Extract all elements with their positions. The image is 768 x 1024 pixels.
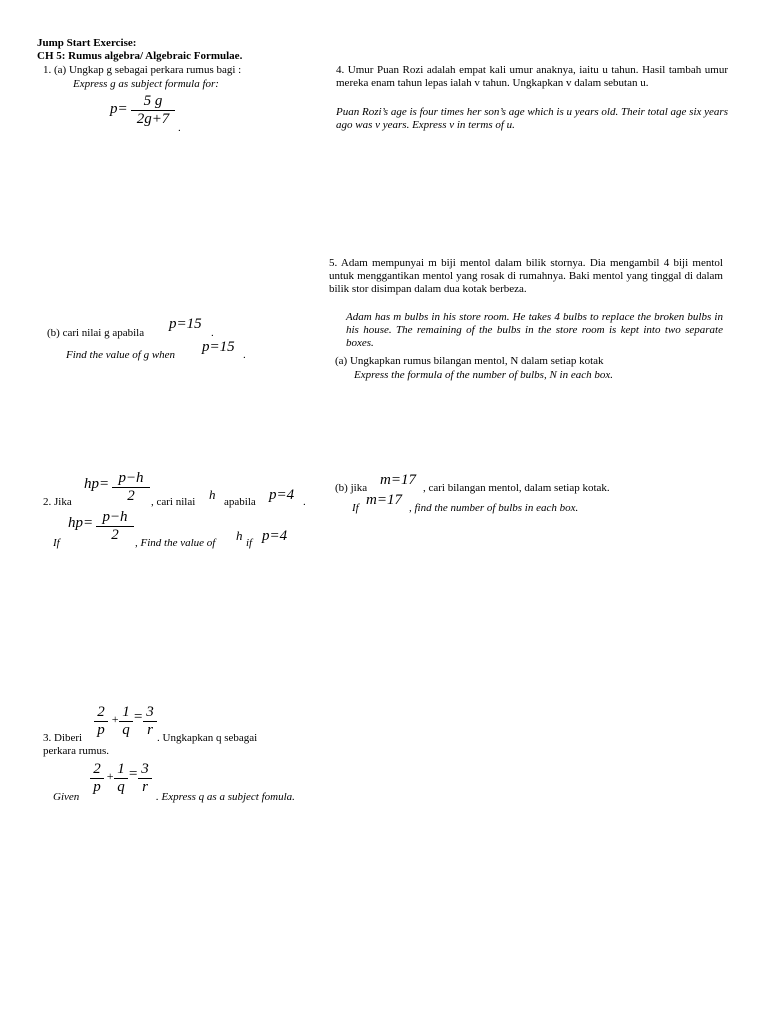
q1-formula-fraction (131, 93, 175, 128)
q2-condition-en: p=4 (262, 528, 288, 544)
q2-formula-lhs-en: hp= (68, 515, 94, 531)
q3-denominator-1: p (94, 721, 108, 739)
q1-formula-denominator: 2g+7 (131, 110, 175, 128)
q2-dot: . (303, 496, 306, 508)
q5b-text-my: (b) jika (335, 482, 368, 494)
q3-numerator-2: 1 (122, 704, 130, 720)
q3-text-en: . Express q as a subject fomula. (156, 791, 295, 803)
q3-numerator-1: 2 (97, 704, 105, 720)
q3-label-my: 3. Diberi (43, 732, 83, 744)
q2-formula-fraction-en (96, 509, 134, 544)
q3-equals-en: = (128, 766, 139, 782)
q2-label-my: 2. Jika (43, 496, 72, 508)
q3-numerator-3-en: 3 (141, 761, 149, 777)
q1b-text-my: (b) cari nilai g apabila (47, 327, 145, 339)
q3-label-en: Given (53, 791, 80, 803)
q2-formula-denominator: 2 (112, 487, 150, 505)
q1-formula-end: . (178, 122, 181, 134)
q2-apabila: apabila (224, 496, 256, 508)
chapter-title: CH 5: Rumus algebra/ Algebraic Formulae. (37, 50, 243, 62)
q2-formula-fraction (112, 470, 150, 505)
q2-text-en: , Find the value of (135, 537, 216, 549)
q2-condition: p=4 (269, 487, 295, 503)
q3-fraction-1-en (90, 761, 104, 796)
q3-fraction-2-en (114, 761, 128, 796)
q2-variable-en: h (236, 528, 243, 543)
q2-formula-numerator-en: p−h (102, 509, 128, 525)
q4-text-my: 4. Umur Puan Rozi adalah empat kali umur anaknya, iaitu u tahun. Hasil tambah umur mereka enam tahun lepas ialah v tahun. Ungkapkan v dalam sebutan u. (336, 64, 728, 89)
q3-denominator-2-en: q (114, 778, 128, 796)
q3-numerator-3: 3 (146, 704, 154, 720)
q3-fraction-3-en (138, 761, 152, 796)
q5b-text-en-2: , find the number of bulbs in each box. (409, 502, 579, 514)
q1b-condition-en: p=15 (202, 339, 235, 355)
q2-label-en: If (53, 537, 60, 549)
q3-fraction-3 (143, 704, 157, 739)
exercise-title: Jump Start Exercise: (37, 37, 137, 49)
q2-formula-numerator: p−h (118, 470, 144, 486)
q3-denominator-3-en: r (138, 778, 152, 796)
q5a-text-en: Express the formula of the number of bulbs, N in each box. (354, 369, 613, 381)
q1-formula-lhs: p= (110, 101, 128, 117)
q2-formula-denominator-en: 2 (96, 526, 134, 544)
q1a-text-en: Express g as subject formula for: (73, 78, 219, 90)
q1b-text-en: Find the value of g when (66, 349, 176, 361)
q3-denominator-2: q (119, 721, 133, 739)
q3-text-my-2: perkara rumus. (43, 745, 109, 757)
q5a-text-my: (a) Ungkapkan rumus bilangan mentol, N dalam setiap kotak (335, 355, 604, 367)
q3-plus-en: + (106, 769, 115, 783)
q2-text-my: , cari nilai (151, 496, 196, 508)
q5b-condition: m=17 (380, 472, 416, 488)
q1b-dot-en: . (243, 349, 246, 361)
q1-formula-numerator: 5 g (143, 93, 163, 109)
q5-text-my (329, 257, 723, 296)
q5-text-en: Adam has m bulbs in his store room. He takes 4 bulbs to replace the broken bulbs in his house. The remaining of the bulbs in the store room is kept into two separate boxes. (346, 311, 723, 349)
q3-fraction-1 (94, 704, 108, 739)
q3-denominator-1-en: p (90, 778, 104, 796)
q1a-text-my: 1. (a) Ungkap g sebagai perkara rumus bagi : (43, 64, 242, 76)
q3-numerator-1-en: 2 (93, 761, 101, 777)
q2-variable: h (209, 487, 216, 502)
q2-if: if (246, 537, 253, 549)
q2-formula-lhs: hp= (84, 476, 110, 492)
q3-text-my: . Ungkapkan q sebagai (157, 732, 258, 744)
q3-plus: + (111, 712, 120, 726)
q4-text-en: Puan Rozi’s age is four times her son’s age which is u years old. Their total age six years ago was v years. Express v in terms of u. (336, 106, 728, 131)
q3-denominator-3: r (143, 721, 157, 739)
q1b-dot: . (211, 327, 214, 339)
q5-text-my-content: 5. Adam mempunyai m biji mentol dalam bilik stornya. Dia mengambil 4 biji mentol untuk menggantikan mentol yang rosak di rumahnya. Baki mentol yang tinggal di dalam bilik stor disimpan dalam dua kotak berbeza. (329, 257, 723, 295)
q3-fraction-2 (119, 704, 133, 739)
q5b-condition-en: m=17 (366, 492, 402, 508)
q5b-text-en: If (352, 502, 359, 514)
q5b-text-my-2: , cari bilangan mentol, dalam setiap kotak. (423, 482, 610, 494)
q3-numerator-2-en: 1 (117, 761, 125, 777)
q1b-condition: p=15 (169, 316, 202, 332)
q3-equals: = (133, 709, 144, 725)
